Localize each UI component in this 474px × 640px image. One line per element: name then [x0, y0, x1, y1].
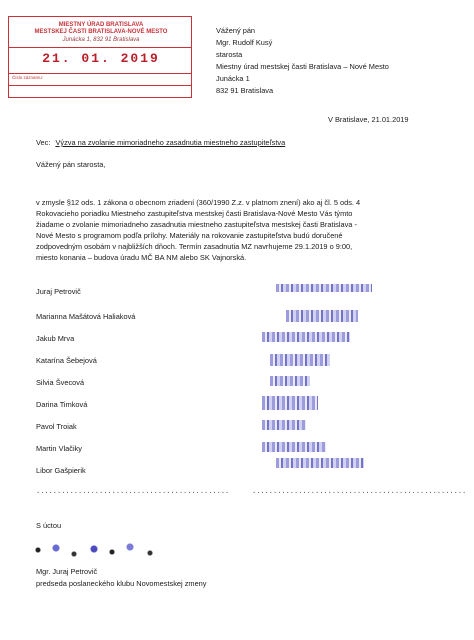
member-name: Martin Vlačiky [36, 444, 82, 453]
stamp-divider [9, 47, 191, 48]
redacted-signature [262, 442, 326, 452]
stamp-divider [9, 85, 191, 86]
member-name: Libor Gašpierik [36, 466, 86, 475]
member-name: Katarína Šebejová [36, 356, 97, 365]
body-line: zodpovedným osobám v najbližších dňoch. Termín zasadnutia MZ navrhujeme 29.1.2019 o 9:00, [36, 242, 353, 251]
body-line: v zmysle §12 ods. 1 zákona o obecnom zriadení (360/1990 Z.z. v platnom znení) ako aj čl. 5 ods. 4 [36, 198, 361, 207]
stamp-divider [9, 73, 191, 74]
member-name: Juraj Petrovič [36, 287, 81, 296]
redacted-signature [262, 420, 306, 430]
blank-signature-line: ................................................... [252, 488, 467, 496]
recipient-street: Junácka 1 [216, 74, 250, 83]
signatory-name: Mgr. Juraj Petrovič [36, 567, 98, 576]
recipient-role: starosta [216, 50, 243, 59]
recipient-office: Miestny úrad mestskej časti Bratislava – Nové Mesto [216, 62, 389, 71]
body-line: Nové Mesto s programom podľa prílohy. Materiály na rokovanie zastupiteľstva budú doručené [36, 231, 343, 240]
body-line: žiadame o zvolanie mimoriadneho zasadnutia miestneho zastupiteľstva mestskej časti Bratislava - [36, 220, 357, 229]
stamp-district-line: MESTSKEJ ČASTI BRATISLAVA-NOVÉ MESTO [34, 29, 168, 35]
redacted-signature [286, 310, 358, 322]
greeting: Vážený pán starosta, [36, 160, 106, 169]
stamp-address-line: Junácka 1, 832 91 Bratislava [62, 37, 140, 43]
closing: S úctou [36, 521, 62, 530]
redacted-signature [270, 376, 310, 386]
member-name: Jakub Mrva [36, 334, 75, 343]
subject-text: Výzva na zvolanie mimoriadneho zasadnutia miestneho zastupiteľstva [55, 138, 286, 147]
redacted-signature [276, 458, 364, 468]
blank-name-line: .............................................. [36, 488, 230, 496]
subject-label: Vec: [36, 138, 51, 147]
redacted-signature [270, 354, 330, 366]
member-name: Marianna Mašátová Haliaková [36, 312, 136, 321]
subject-line [36, 137, 285, 148]
recipient-city: 832 91 Bratislava [216, 86, 274, 95]
member-name: Darina Timková [36, 400, 88, 409]
body-line: Rokovacieho poriadku Miestneho zastupiteľstva mestskej časti Bratislava-Nové Mesto Vás týmto [36, 209, 353, 218]
member-name: Silvia Švecová [36, 378, 85, 387]
redacted-signature [262, 332, 350, 342]
redacted-signature [30, 540, 162, 560]
recipient-salutation: Vážený pán [216, 26, 256, 35]
redacted-signature [262, 396, 318, 410]
stamp-date: 21. 01. 2019 [42, 51, 160, 66]
stamp-field-label: Číslo záznamu: [12, 75, 44, 80]
date-line: V Bratislave, 21.01.2019 [328, 115, 409, 124]
signatory-title: predseda poslaneckého klubu Novomestskej zmeny [36, 579, 207, 588]
stamp-office-line: MIESTNY ÚRAD BRATISLAVA [58, 22, 144, 28]
member-name: Pavol Troiak [36, 422, 77, 431]
redacted-signature [276, 284, 372, 292]
recipient-name: Mgr. Rudolf Kusý [216, 38, 273, 47]
registry-stamp [8, 16, 192, 98]
body-line: miesto konania – budova úradu MČ BA NM alebo SK Vajnorská. [36, 253, 247, 262]
